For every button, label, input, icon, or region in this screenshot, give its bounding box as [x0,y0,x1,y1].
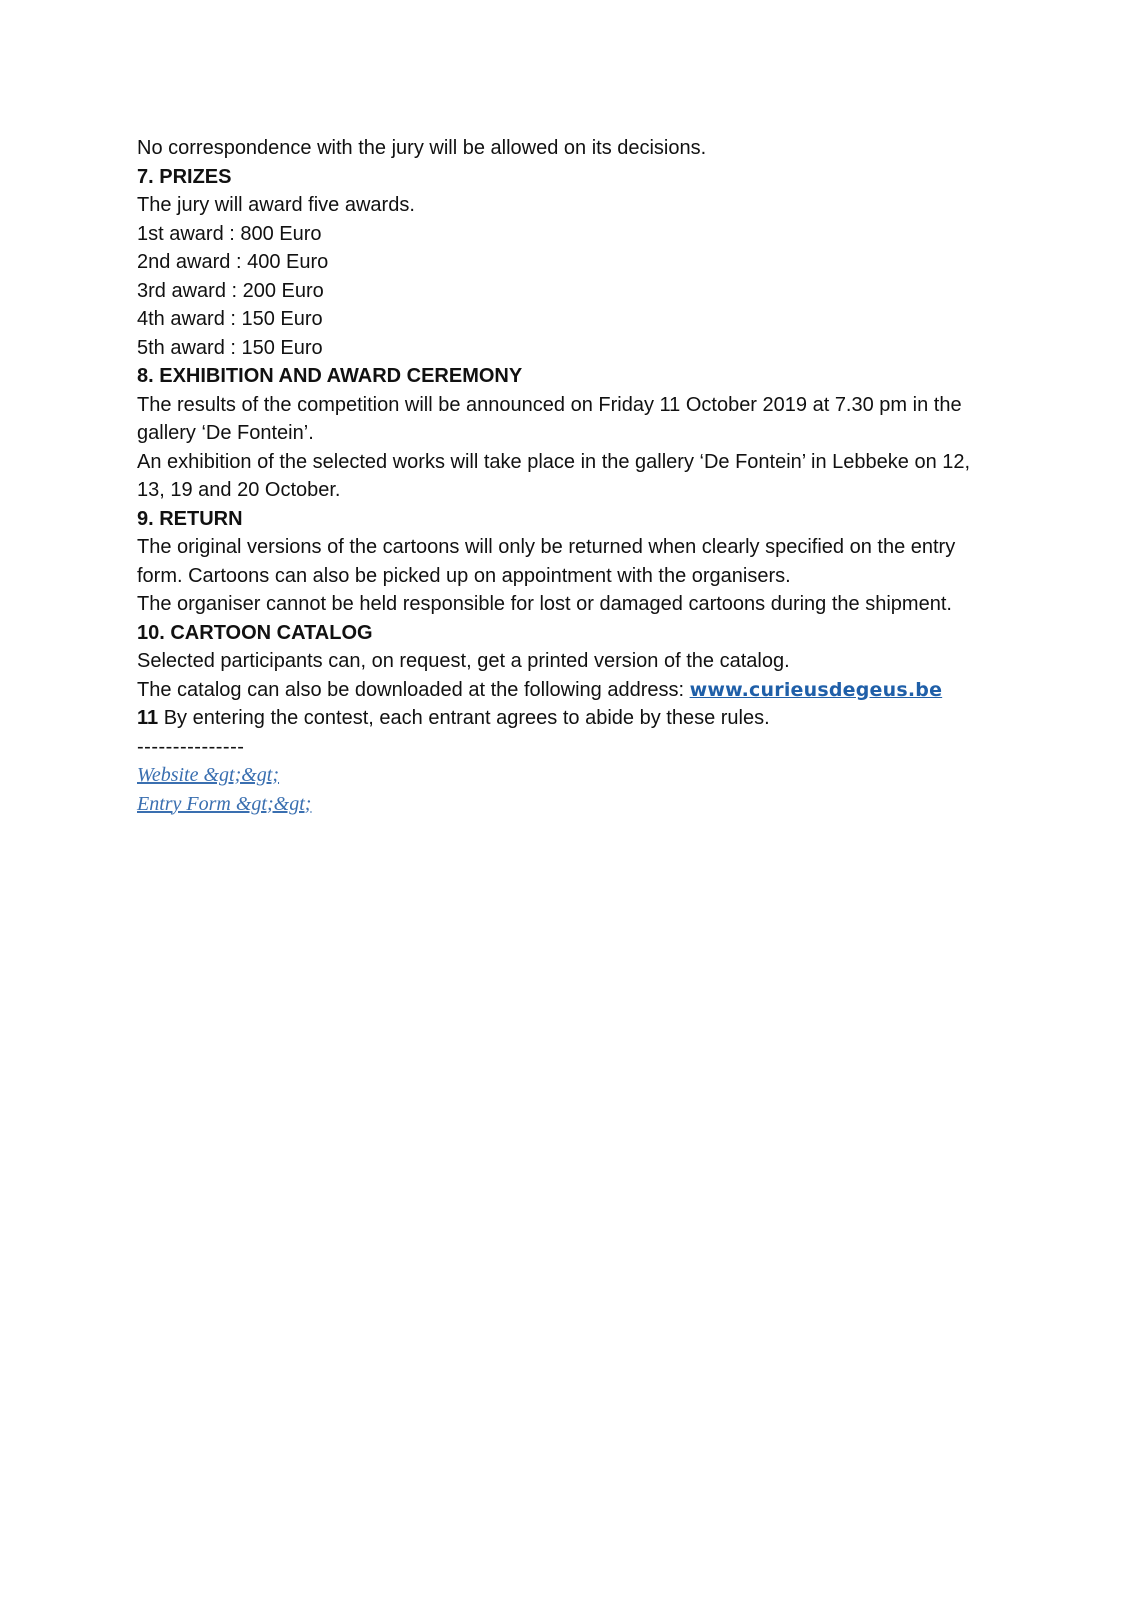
return-policy: The original versions of the cartoons will only be returned when clearly specified on the entry form. Cartoons can also be picked up on appointment with the organisers. [137,536,956,587]
website-link[interactable]: Website &gt;&gt; [137,764,280,786]
section-11-text: By entering the contest, each entrant agrees to abide by these rules. [158,707,770,729]
catalog-website-link[interactable]: www.curieusdegeus.be [689,678,943,701]
catalog-download [137,676,997,705]
section-11-rule [137,704,997,733]
section-7-heading: 7. PRIZES [137,165,232,188]
separator-line: --------------- [137,735,245,758]
liability-note: The organiser cannot be held responsible for lost or damaged cartoons during the shipment. [137,593,952,615]
jury-correspondence-note: No correspondence with the jury will be allowed on its decisions. [137,137,707,159]
entry-form-link[interactable]: Entry Form &gt;&gt; [137,792,312,815]
award-4: 4th award : 150 Euro [137,308,323,330]
section-10-heading: 10. CARTOON CATALOG [137,621,373,644]
award-5: 5th award : 150 Euro [137,336,323,359]
section-8-heading: 8. EXHIBITION AND AWARD CEREMONY [137,365,523,387]
section-9-heading: 9. RETURN [137,507,243,530]
section-11-number: 11 [137,707,159,729]
award-1: 1st award : 800 Euro [137,222,322,245]
document-page [137,134,997,818]
catalog-download-text: The catalog can also be downloaded at the following address: [137,678,690,701]
exhibition-details: An exhibition of the selected works will take place in the gallery ‘De Fontein’ in Lebbeke on 12, 13, 19 and 20 October. [137,450,971,501]
results-announcement: The results of the competition will be announced on Friday 11 October 2019 at 7.30 pm in the gallery ‘De Fontein’. [137,393,962,444]
catalog-request: Selected participants can, on request, get a printed version of the catalog. [137,650,790,672]
award-3: 3rd award : 200 Euro [137,279,324,302]
award-2: 2nd award : 400 Euro [137,251,329,273]
prizes-intro: The jury will award five awards. [137,194,415,216]
